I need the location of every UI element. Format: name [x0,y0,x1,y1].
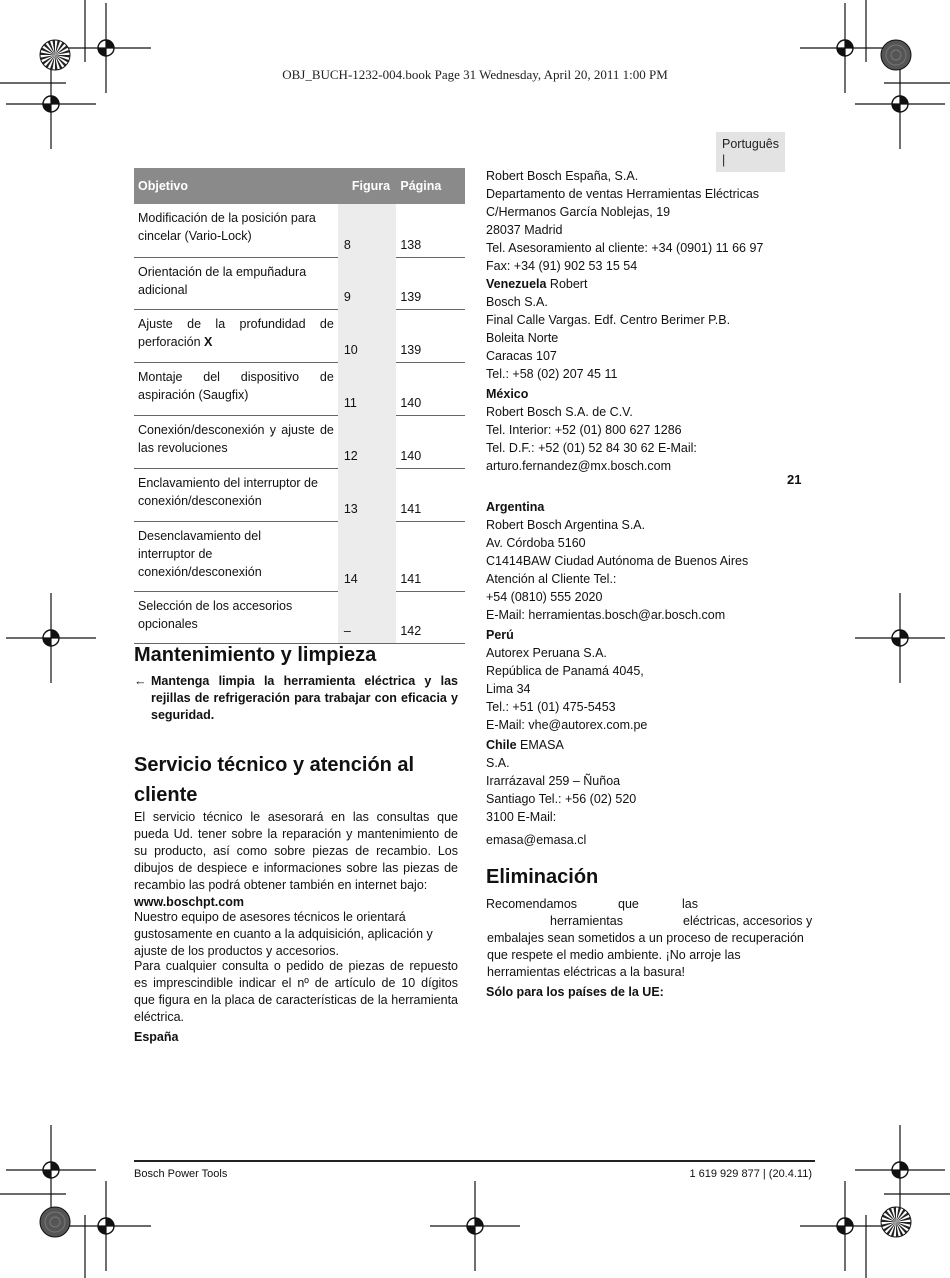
crosshair-quadrant [98,48,106,56]
col-header-objetivo: Objetivo [134,168,338,204]
crosshair-quadrant [106,40,114,48]
crosshair-quadrant [900,630,908,638]
contact-line: Tel.: +58 (02) 207 45 11 [486,367,618,381]
crosshair-quadrant [475,1218,483,1226]
cell-figura: 14 [338,521,397,591]
mantenimiento-title: Mantenimiento y limpieza [134,644,377,666]
eliminacion-w1: Recomendamos [486,897,578,911]
cell-figura: 11 [338,362,397,415]
country-peru: Perú [486,628,514,642]
contact-line: C1414BAW Ciudad Autónoma de Buenos Aires [486,554,749,568]
contact-line: EMASA [516,738,564,752]
crosshair-quadrant [43,104,51,112]
contact-line: 28037 Madrid [486,223,563,237]
contact-line: Tel. Asesoramiento al cliente: +34 (0901) 11 66 97 [486,241,764,255]
crosshair-quadrant [43,1170,51,1178]
page-number: 21 [787,472,802,487]
servicio-p3: Para cualquier consulta o pedido de piezas de repuesto es imprescindible indicar el nº de artículo de 10 dígitos que figura en la placa de características de la herramienta eléctrica. [134,959,458,1024]
function-table [134,168,465,644]
cell-objetivo: Orientación de la empuñadura adicional [134,257,338,309]
crosshair-quadrant [467,1226,475,1234]
cell-figura: 13 [338,468,397,521]
crosshair-quadrant [845,1218,853,1226]
table-row [134,521,465,591]
cell-objetivo: Selección de los accesorios opcionales [134,591,338,643]
eliminacion-line1 [486,896,816,913]
contact-line: Fax: +34 (91) 902 53 15 54 [486,259,638,273]
language-tab [716,132,785,172]
table-row [134,591,465,643]
cell-objetivo: Enclavamiento del interruptor de conexión/desconexión [134,468,338,521]
contact-line: Irarrázaval 259 – Ñuñoa [486,774,621,788]
arrow-icon: ← [134,674,147,688]
contact-line: arturo.fernandez@mx.bosch.com [486,459,671,473]
crosshair-quadrant [98,1226,106,1234]
country-venezuela: Venezuela [486,277,547,291]
cell-figura: 12 [338,415,397,468]
contact-line: Bosch S.A. [486,295,548,309]
cell-pagina: 140 [396,415,465,468]
crosshair-quadrant [51,630,59,638]
crosshair-quadrant [837,48,845,56]
crosshair-quadrant [892,104,900,112]
crosshair-quadrant [900,96,908,104]
servicio-title-line1: Servicio técnico y atención al [134,754,415,776]
contact-line: República de Panamá 4045, [486,664,644,678]
crosshair-quadrant [892,1170,900,1178]
contact-line: E-Mail: vhe@autorex.com.pe [486,718,648,732]
book-header: OBJ_BUCH-1232-004.book Page 31 Wednesday, April 20, 2011 1:00 PM [282,67,668,82]
espana-contact [486,167,763,475]
servicio-p1 [134,809,458,911]
servicio-url: www.boschpt.com [134,895,244,909]
contact-line: emasa@emasa.cl [486,833,587,847]
cell-pagina: 138 [396,204,465,257]
language-tab-bar: | [722,153,726,167]
cell-figura: 8 [338,204,397,257]
country-argentina: Argentina [486,500,545,514]
table-row [134,257,465,309]
servicio-p2: Nuestro equipo de asesores técnicos le orientará gustosamente en cuanto a la adquisición, aplicación y ajuste de los productos y accesorios. [134,910,433,958]
table-row [134,309,465,362]
contact-line: Lima 34 [486,682,531,696]
contact-line: Tel. D.F.: +52 (01) 52 84 30 62 E-Mail: [486,441,697,455]
contact-line: Robert Bosch S.A. de C.V. [486,405,633,419]
contact-line: Atención al Cliente Tel.: [486,572,617,586]
contact-line: Robert Bosch España, S.A. [486,169,639,183]
cell-objetivo: Conexión/desconexión y ajuste de las revoluciones [134,415,338,468]
col-header-pagina: Página [396,168,465,204]
contact-line: C/Hermanos García Noblejas, 19 [486,205,671,219]
contact-line: Robert [546,277,588,291]
chile-line [486,736,748,754]
cell-pagina: 140 [396,362,465,415]
cell-objetivo: Montaje del dispositivo de aspiración (Saugfix) [134,362,338,415]
footer-right: 1 619 929 877 | (20.4.11) [689,1168,812,1180]
table-row [134,468,465,521]
argentina-contact [486,498,748,849]
contact-line: Final Calle Vargas. Edf. Centro Berimer P.B. [486,313,731,327]
eliminacion-ue: Sólo para los países de la UE: [486,985,664,999]
cell-pagina: 141 [396,468,465,521]
contact-line: Tel. Interior: +52 (01) 800 627 1286 [486,423,682,437]
table-row [134,204,465,257]
footer-left: Bosch Power Tools [134,1168,228,1180]
country-chile: Chile [486,738,517,752]
table-row [134,362,465,415]
crosshair-quadrant [51,1162,59,1170]
contact-line: Tel.: +51 (01) 475-5453 [486,700,616,714]
mantenimiento-body: Mantenga limpia la herramienta eléctrica y las rejillas de refrigeración para trabajar con eficacia y seguridad. [151,674,458,722]
mantenimiento-text [134,673,458,724]
language-tab-label: Português [722,137,779,151]
cell-objetivo-text: Ajuste de la profundidad de perforación [138,316,334,349]
espana-label: España [134,1030,179,1044]
eliminacion-w5: eléctricas, accesorios y [683,914,813,928]
contact-line: Boleita Norte [486,331,559,345]
eliminacion-line2 [486,913,816,930]
eliminacion-w3: las [682,897,698,911]
eliminacion-w4: herramientas [550,914,623,928]
crosshair-quadrant [892,638,900,646]
contact-line: Autorex Peruana S.A. [486,646,607,660]
cell-pagina: 139 [396,257,465,309]
footer-rule [134,1160,815,1162]
servicio-title [134,750,414,810]
col-header-figura: Figura [338,168,397,204]
contact-line: Departamento de ventas Herramientas Eléctricas [486,187,760,201]
table-row [134,415,465,468]
cell-figura: – [338,591,397,643]
eliminacion-text [486,896,816,981]
cell-objetivo: Desenclavamiento del interruptor de conexión/desconexión [134,521,338,591]
country-mexico: México [486,387,529,401]
servicio-title-line2: cliente [134,784,198,806]
crosshair-quadrant [43,638,51,646]
cell-figura: 10 [338,309,397,362]
eliminacion-rest: embalajes sean sometidos a un proceso de recuperación que respete el medio ambiente. ¡No arroje las herramientas eléctricas a la basura! [487,931,804,979]
cell-pagina: 142 [396,591,465,643]
contact-line: E-Mail: herramientas.bosch@ar.bosch.com [486,608,726,622]
crosshair-quadrant [51,96,59,104]
contact-line: S.A. [486,756,510,770]
crosshair-quadrant [900,1162,908,1170]
table-header-row [134,168,465,204]
cell-objetivo [134,309,338,362]
cell-pagina: 141 [396,521,465,591]
contact-line: Santiago Tel.: +56 (02) 520 [486,792,637,806]
cell-figura: 9 [338,257,397,309]
eliminacion-w2: que [618,897,639,911]
contact-line: Av. Córdoba 5160 [486,536,586,550]
cell-objetivo: Modificación de la posición para cincelar (Vario-Lock) [134,204,338,257]
crosshair-quadrant [837,1226,845,1234]
contact-line: Robert Bosch Argentina S.A. [486,518,646,532]
contact-line: +54 (0810) 555 2020 [486,590,603,604]
eliminacion-title: Eliminación [486,866,599,888]
cell-objetivo-bold: X [204,334,213,349]
venezuela-line [486,275,763,293]
contact-line: 3100 E-Mail: [486,810,557,824]
servicio-p1-text: El servicio técnico le asesorará en las consultas que pueda Ud. tener sobre la reparación y mantenimiento de su producto, así como sobre piezas de recambio. Los dibujos de despiece e informaciones sobre las piezas de recambio las podrá obtener también en internet bajo: [134,810,458,892]
cell-pagina: 139 [396,309,465,362]
crosshair-quadrant [106,1218,114,1226]
crosshair-quadrant [845,40,853,48]
contact-line: Caracas 107 [486,349,557,363]
